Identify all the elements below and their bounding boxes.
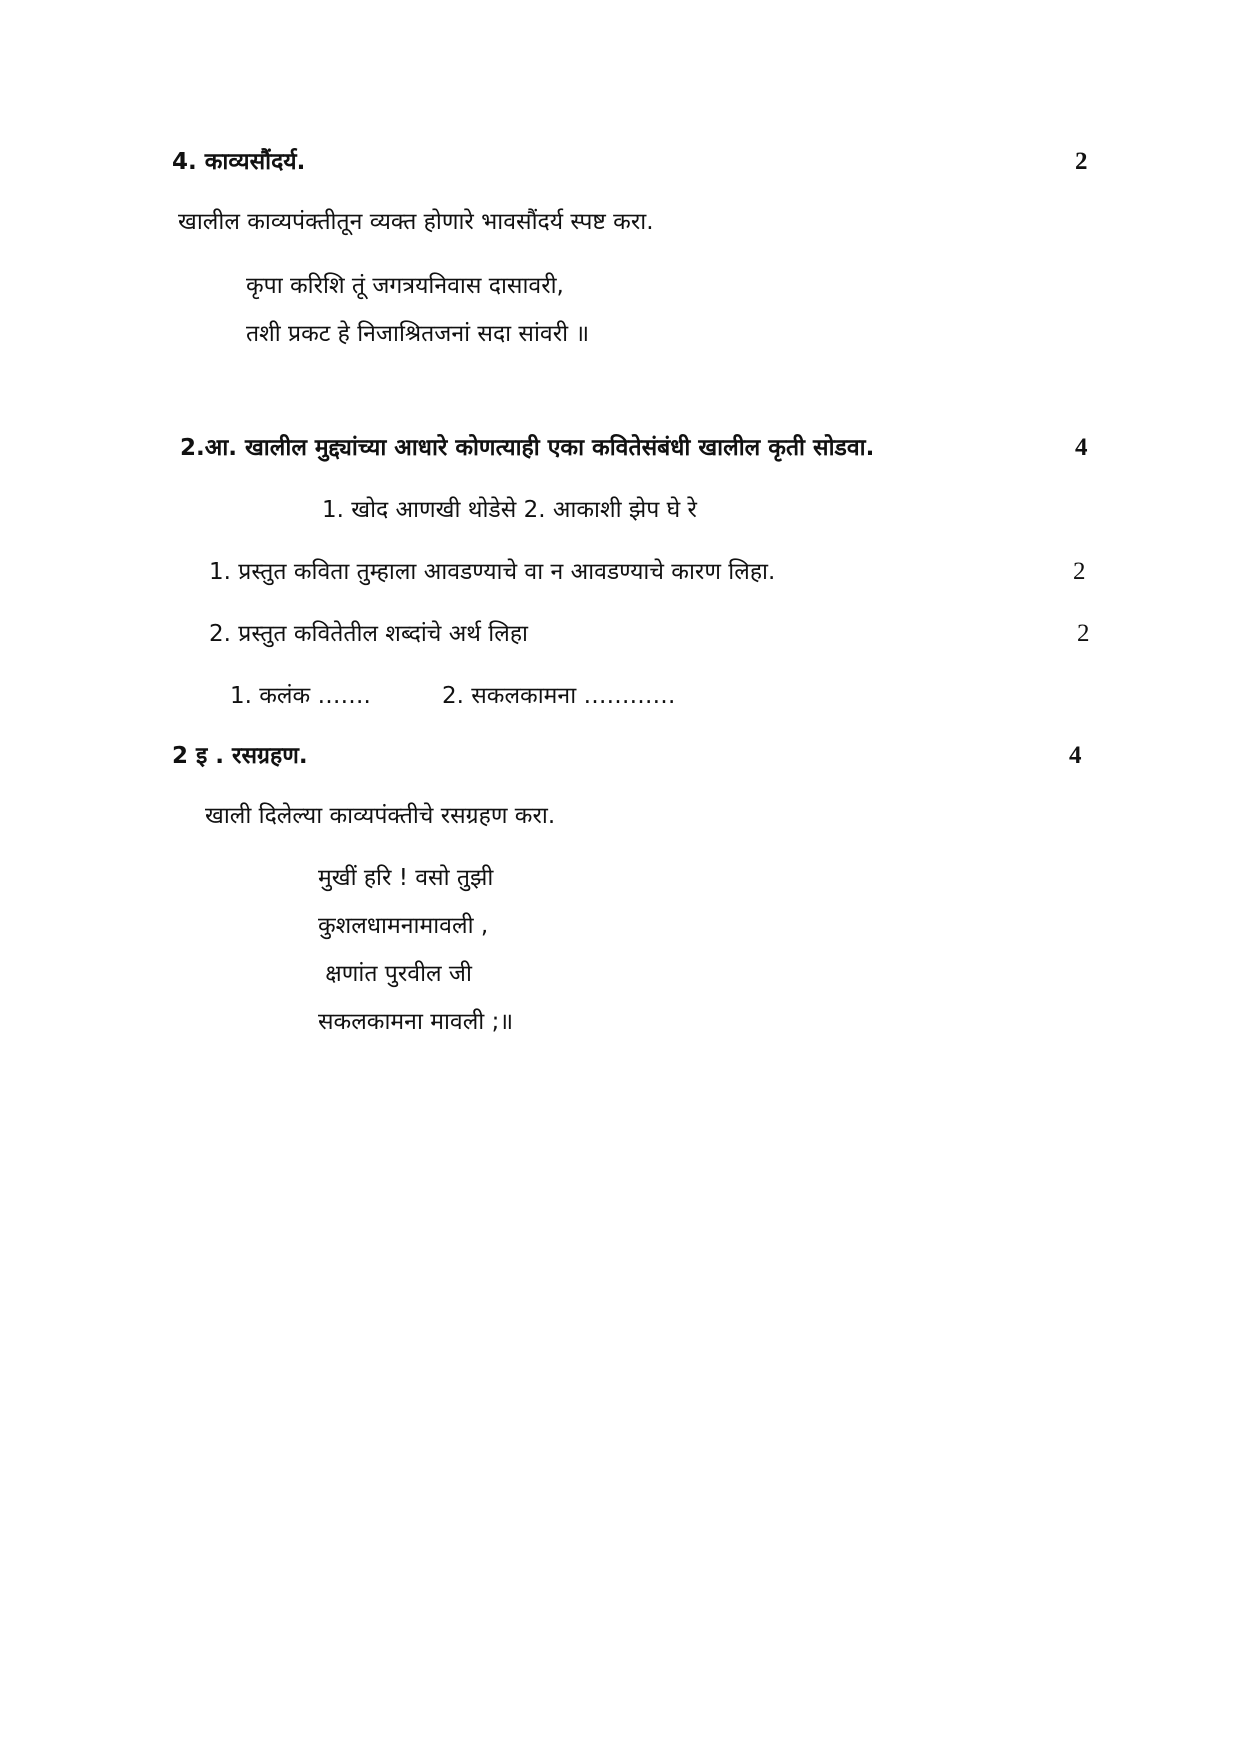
section-2a-marks: 4: [1075, 434, 1088, 461]
section-2i-verse-line-3: क्षणांत पुरवील जी: [318, 961, 472, 987]
section-2a-question-1: 1. प्रस्तुत कविता तुम्हाला आवडण्याचे वा न आवडण्याचे कारण लिहा.: [209, 559, 776, 585]
section-4-instruction: खालील काव्यपंक्तीतून व्यक्त होणारे भावसौंदर्य स्पष्ट करा.: [178, 209, 654, 235]
section-2a-word-1: 1. कलंक …….: [230, 683, 371, 709]
section-2i-verse-line-1: मुखीं हरि ! वसो तुझी: [318, 865, 494, 891]
section-4-verse-line-1: कृपा करिशि तूं जगत्रयनिवास दासावरी,: [246, 273, 564, 299]
section-2i-verse-line-4: सकलकामना मावली ;॥: [318, 1009, 514, 1035]
section-2a-heading: 2.आ. खालील मुद्द्यांच्या आधारे कोणत्याही एका कवितेसंबंधी खालील कृती सोडवा.: [180, 435, 875, 461]
section-2i-verse-line-2: कुशलधामनामावली ,: [318, 913, 489, 939]
section-2a-word-2: 2. सकलकामना …………: [442, 683, 676, 709]
section-2a-question-2-marks: 2: [1077, 620, 1090, 647]
section-2a-question-1-marks: 2: [1073, 558, 1086, 585]
section-2i-instruction: खाली दिलेल्या काव्यपंक्तीचे रसग्रहण करा.: [205, 803, 556, 829]
section-4-verse-line-2: तशी प्रकट हे निजाश्रितजनां सदा सांवरी ॥: [246, 321, 590, 347]
section-2i-marks: 4: [1069, 742, 1082, 769]
section-2i-heading: 2 इ . रसग्रहण.: [172, 743, 308, 769]
section-2a-poem-options: 1. खोद आणखी थोडेसे 2. आकाशी झेप घे रे: [322, 497, 697, 523]
section-2a-question-2: 2. प्रस्तुत कवितेतील शब्दांचे अर्थ लिहा: [209, 621, 528, 647]
section-4-marks: 2: [1075, 148, 1088, 175]
section-4-heading: 4. काव्यसौंदर्य.: [172, 149, 306, 175]
